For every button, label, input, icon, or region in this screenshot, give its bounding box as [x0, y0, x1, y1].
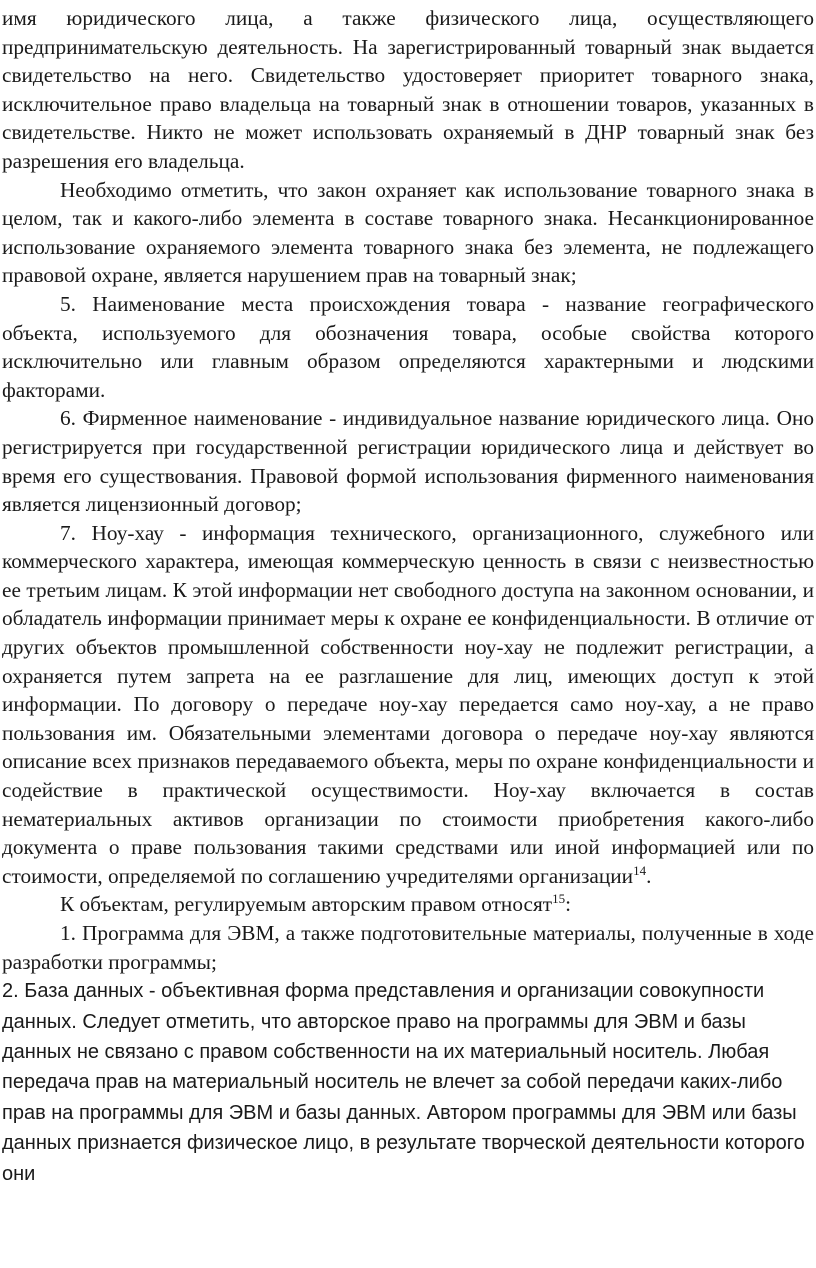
paragraph-trademark-elements: Необходимо отметить, что закон охраняет как использование товарного знака в целом, так и какого-либо элемента в составе товарного знака. Несанкционированное использование охраняемого элемента товарного знака без элемента, не подлежащего правовой охране, является нарушением прав на товарный знак; [2, 177, 814, 288]
paragraph-computer-program: 1. Программа для ЭВМ, а также подготовительные материалы, полученные в ходе разработки программы; [2, 921, 814, 974]
footnote-ref-14[interactable]: 14 [633, 862, 647, 878]
paragraph-copyright-objects [2, 890, 814, 919]
paragraph-origin-name: 5. Наименование места происхождения товара - название географического объекта, используемого для обозначения товара, особые свойства которого исключительно или главным образом определяются характерными и людскими факторами. [2, 291, 814, 402]
paragraph-database: 2. База данных - объективная форма представления и организации совокупности данных. Следует отметить, что авторское право на программы для ЭВМ и базы данных не связано с правом собственности на их материальный носитель. Любая передача прав на материальный носитель не влечет за собой передачи каких-либо прав на программы для ЭВМ и базы данных. Автором программы для ЭВМ или базы данных признается физическое лицо, в результате творческой деятельности которого они [2, 980, 805, 1185]
footnote-ref-15[interactable]: 15 [552, 891, 566, 907]
paragraph-company-name: 6. Фирменное наименование - индивидуальное название юридического лица. Оно регистрируется при государственной регистрации юридического лица и действует во время его существования. Правовой формой использования фирменного наименования является лицензионный договор; [2, 406, 814, 517]
copyright-objects-text: К объектам, регулируемым авторским правом относят [60, 892, 553, 917]
know-how-end: . [646, 863, 652, 888]
paragraph-know-how [2, 519, 814, 891]
know-how-text: 7. Ноу-хау - информация технического, организационного, служебного или коммерческого характера, имеющая коммерческую ценность в связи с неизвестностью ее третьим лицам. К этой информации нет свободного доступа на законном основании, и обладатель информации принимает меры к охране ее конфиденциальности. В отличие от других объектов промышленной собственности ноу-хау не подлежит регистрации, а охраняется путем запрета на ее разглашение для лиц, имеющих доступ к этой информации. По договору о передаче ноу-хау передается само ноу-хау, а не право пользования им. Обязательными элементами договора о передаче ноу-хау являются описание всех признаков передаваемого объекта, меры по охране конфиденциальности и содействие в практической осуществимости. Ноу-хау включается в состав нематериальных активов организации по стоимости приобретения какого-либо документа о праве пользования такими средствами или иной информацией или по стоимости, определяемой по соглашению учредителями организации [2, 520, 814, 888]
copyright-objects-end: : [565, 892, 571, 917]
paragraph-trademark-certificate: имя юридического лица, а также физического лица, осуществляющего предпринимательскую деятельность. На зарегистрированный товарный знак выдается свидетельство на него. Свидетельство удостоверяет приоритет товарного знака, исключительное право владельца на товарный знак в отношении товаров, указанных в свидетельстве. Никто не может использовать охраняемый в ДНР товарный знак без разрешения его владельца. [2, 6, 814, 173]
